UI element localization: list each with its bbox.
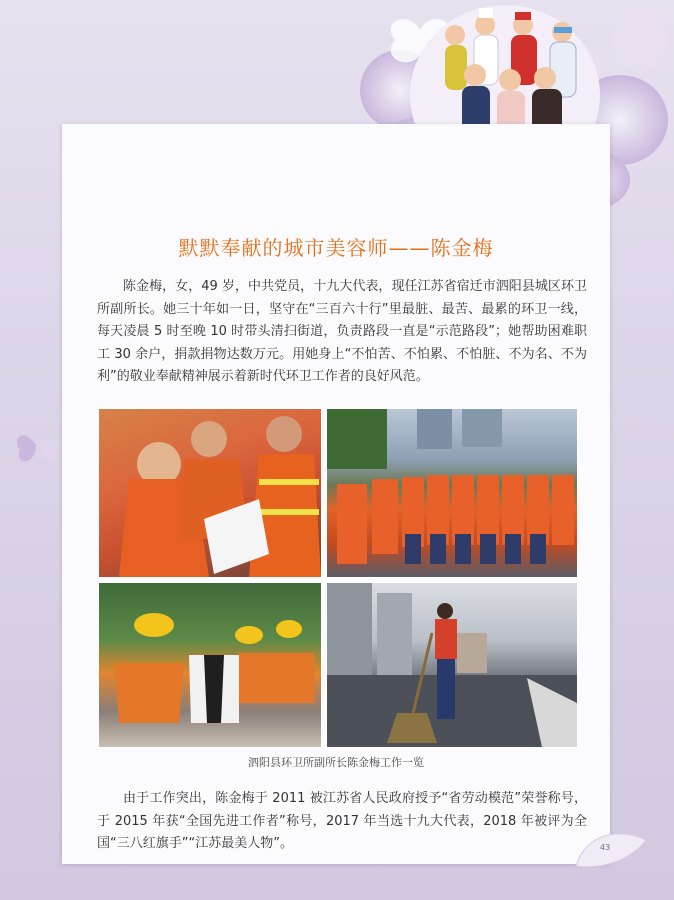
honors-paragraph: 由于工作突出，陈金梅于 2011 被江苏省人民政府授予“省劳动模范”荣誉称号，于 2015 年获“全国先进工作者”称号，2017 年当选十九大代表，2018 年被评为全国“三八红旗手”“江苏最美人物”。 bbox=[97, 791, 587, 851]
photo-caption: 泗阳县环卫所副所长陈金梅工作一览 bbox=[248, 756, 424, 769]
intro-paragraph: 陈金梅，女，49 岁，中共党员，十九大代表，现任江苏省宿迁市泗阳县城区环卫所副所长。她三十年如一日，坚守在“三百六十行”里最脏、最苦、最累的环卫一线，每天凌晨 5 时至晚 10 时带头清扫街道，负责路段一直是“示范路段”；她帮助困难职工 30 余户，捐款捐物达数万元。用她身上“不怕苦、不怕累、不怕脏、不为名、不为利”的敬业奉献精神展示着新时代环卫工作者的良好风范。 bbox=[97, 279, 588, 384]
photo-workers-resting bbox=[98, 582, 322, 748]
page-number: 43 bbox=[600, 843, 611, 852]
article-title: 默默奉献的城市美容师——陈金梅 bbox=[178, 236, 494, 260]
article-card bbox=[62, 124, 610, 864]
photo-team-lineup bbox=[326, 408, 578, 578]
photo-sweeping-street bbox=[326, 582, 578, 748]
page-petal-decoration bbox=[572, 826, 650, 872]
butterfly-decoration bbox=[12, 420, 64, 470]
photo-workers-reading bbox=[98, 408, 322, 578]
